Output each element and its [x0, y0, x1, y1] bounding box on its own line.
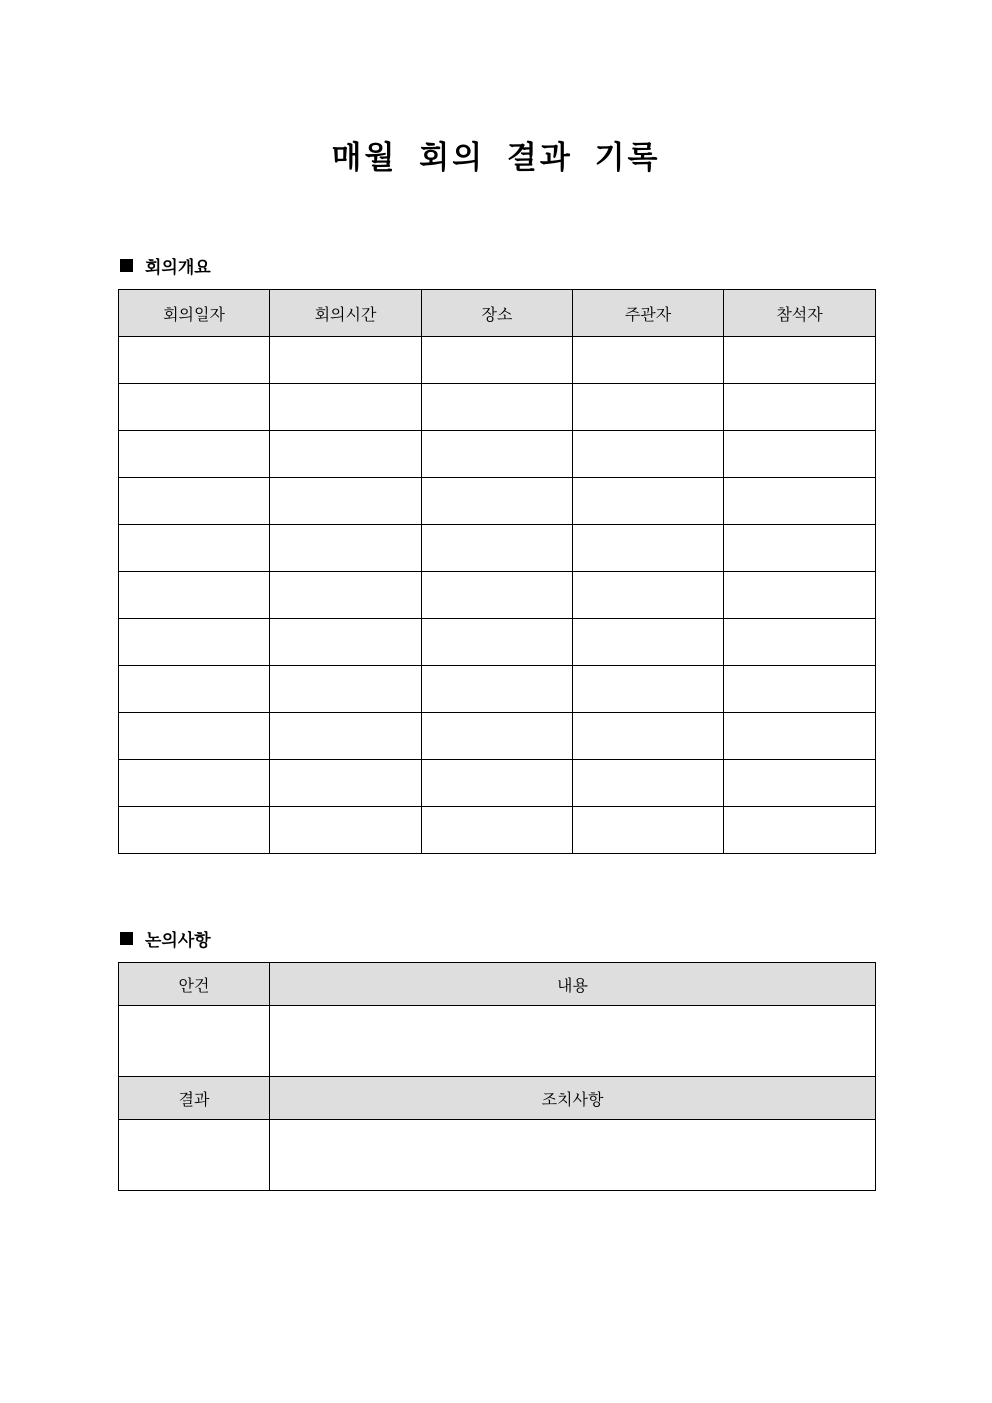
date-cell[interactable] — [119, 525, 270, 572]
table-row — [119, 713, 876, 760]
table-row — [119, 525, 876, 572]
location-cell[interactable] — [422, 525, 573, 572]
time-cell[interactable] — [270, 525, 422, 572]
header-organizer: 주관자 — [573, 290, 724, 337]
time-cell[interactable] — [270, 713, 422, 760]
table-row — [119, 572, 876, 619]
attendees-cell[interactable] — [724, 337, 876, 384]
location-cell[interactable] — [422, 337, 573, 384]
time-cell[interactable] — [270, 384, 422, 431]
header-meeting-date: 회의일자 — [119, 290, 270, 337]
date-cell[interactable] — [119, 384, 270, 431]
location-cell[interactable] — [422, 807, 573, 854]
result-cell[interactable] — [119, 1120, 270, 1191]
location-cell[interactable] — [422, 431, 573, 478]
date-cell[interactable] — [119, 337, 270, 384]
square-bullet-icon — [120, 932, 133, 945]
organizer-cell[interactable] — [573, 431, 724, 478]
location-cell[interactable] — [422, 572, 573, 619]
header-attendees: 참석자 — [724, 290, 876, 337]
result-header-row — [119, 1077, 876, 1120]
document-title: 매월 회의 결과 기록 — [331, 140, 661, 176]
time-cell[interactable] — [270, 572, 422, 619]
time-cell[interactable] — [270, 666, 422, 713]
discussion-table — [118, 962, 876, 1191]
organizer-cell[interactable] — [573, 337, 724, 384]
location-cell[interactable] — [422, 478, 573, 525]
discussion-heading — [120, 926, 211, 950]
header-meeting-time: 회의시간 — [270, 290, 422, 337]
discussion-heading-label: 논의사항 — [145, 930, 211, 951]
attendees-cell[interactable] — [724, 666, 876, 713]
date-cell[interactable] — [119, 478, 270, 525]
overview-header-row — [119, 290, 876, 337]
time-cell[interactable] — [270, 337, 422, 384]
date-cell[interactable] — [119, 760, 270, 807]
attendees-cell[interactable] — [724, 431, 876, 478]
table-row — [119, 760, 876, 807]
organizer-cell[interactable] — [573, 572, 724, 619]
agenda-cell[interactable] — [119, 1006, 270, 1077]
organizer-cell[interactable] — [573, 760, 724, 807]
location-cell[interactable] — [422, 666, 573, 713]
attendees-cell[interactable] — [724, 384, 876, 431]
organizer-cell[interactable] — [573, 384, 724, 431]
date-cell[interactable] — [119, 807, 270, 854]
attendees-cell[interactable] — [724, 713, 876, 760]
time-cell[interactable] — [270, 478, 422, 525]
organizer-cell[interactable] — [573, 619, 724, 666]
table-row — [119, 807, 876, 854]
attendees-cell[interactable] — [724, 478, 876, 525]
overview-heading-label: 회의개요 — [145, 257, 211, 278]
header-action-items: 조치사항 — [270, 1077, 876, 1120]
attendees-cell[interactable] — [724, 525, 876, 572]
attendees-cell[interactable] — [724, 619, 876, 666]
attendees-cell[interactable] — [724, 807, 876, 854]
action-items-cell[interactable] — [270, 1120, 876, 1191]
organizer-cell[interactable] — [573, 666, 724, 713]
header-location: 장소 — [422, 290, 573, 337]
attendees-cell[interactable] — [724, 760, 876, 807]
header-result: 결과 — [119, 1077, 270, 1120]
table-row — [119, 384, 876, 431]
organizer-cell[interactable] — [573, 478, 724, 525]
location-cell[interactable] — [422, 619, 573, 666]
organizer-cell[interactable] — [573, 807, 724, 854]
date-cell[interactable] — [119, 619, 270, 666]
table-row — [119, 619, 876, 666]
header-agenda: 안건 — [119, 963, 270, 1006]
time-cell[interactable] — [270, 807, 422, 854]
discussion-entry-row — [119, 1006, 876, 1077]
meeting-overview-table — [118, 289, 876, 854]
result-entry-row — [119, 1120, 876, 1191]
table-row — [119, 478, 876, 525]
location-cell[interactable] — [422, 384, 573, 431]
table-row — [119, 337, 876, 384]
table-row — [119, 431, 876, 478]
content-cell[interactable] — [270, 1006, 876, 1077]
date-cell[interactable] — [119, 572, 270, 619]
attendees-cell[interactable] — [724, 572, 876, 619]
header-content: 내용 — [270, 963, 876, 1006]
time-cell[interactable] — [270, 619, 422, 666]
overview-heading — [120, 253, 211, 277]
time-cell[interactable] — [270, 760, 422, 807]
square-bullet-icon — [120, 259, 133, 272]
location-cell[interactable] — [422, 713, 573, 760]
location-cell[interactable] — [422, 760, 573, 807]
date-cell[interactable] — [119, 713, 270, 760]
time-cell[interactable] — [270, 431, 422, 478]
date-cell[interactable] — [119, 431, 270, 478]
table-row — [119, 666, 876, 713]
date-cell[interactable] — [119, 666, 270, 713]
discussion-header-row — [119, 963, 876, 1006]
organizer-cell[interactable] — [573, 713, 724, 760]
organizer-cell[interactable] — [573, 525, 724, 572]
